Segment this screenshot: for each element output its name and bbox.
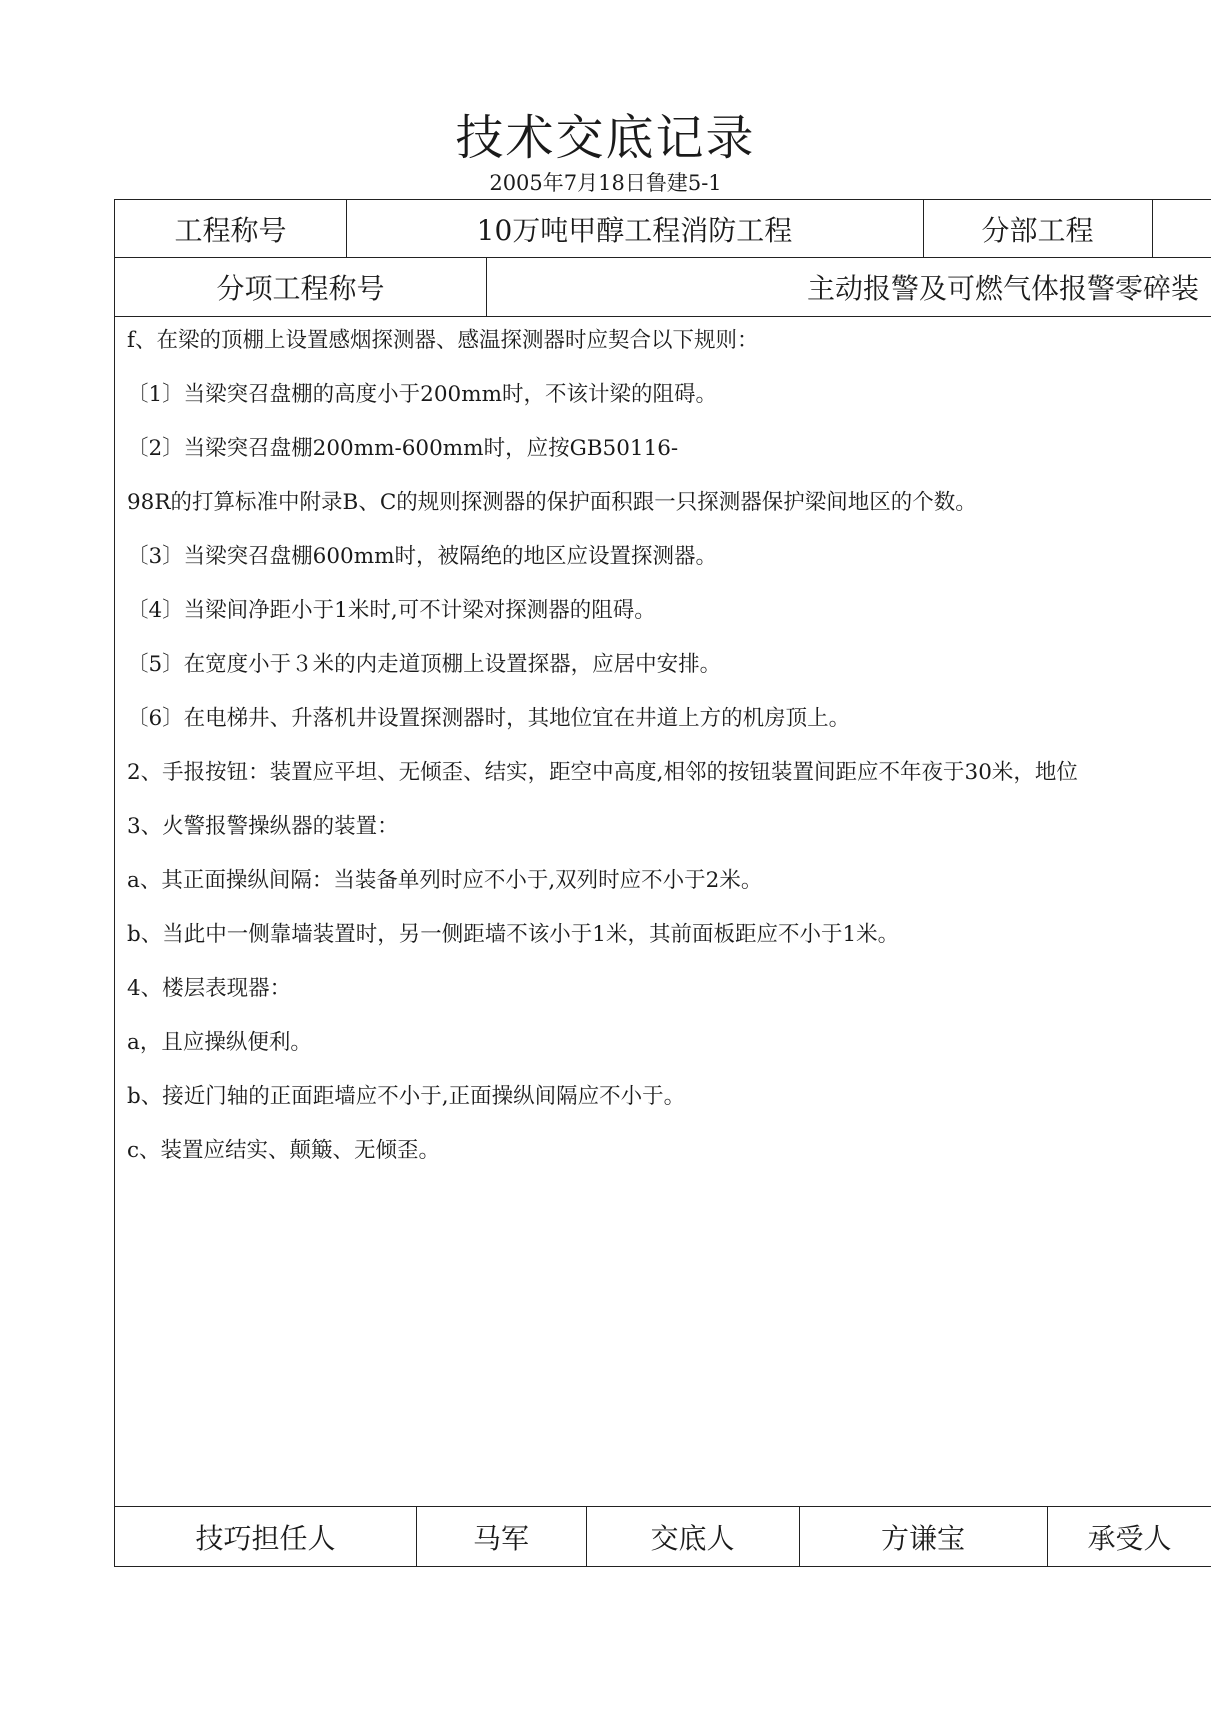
content-line: 〔5〕在宽度小于３米的内走道顶棚上设置探器，应居中安排。 (127, 652, 722, 677)
content-line: 〔6〕在电梯井、升落机井设置探测器时，其地位宜在井道上方的机房顶上。 (127, 706, 851, 731)
content-line: 2、手报按钮：装置应平坦、无倾歪、结实，距空中高度,相邻的按钮装置间距应不年夜于30米，地位 (127, 760, 1078, 785)
tech-lead-label: 技巧担任人 (195, 1522, 336, 1555)
content-line: b、接近门轴的正面距墙应不小于,正面操纵间隔应不小于。 (127, 1084, 686, 1109)
project-name-label: 工程称号 (174, 213, 287, 247)
col-divider (486, 257, 487, 316)
discloser-value: 方谦宝 (880, 1522, 965, 1555)
receiver-label: 承受人 (1087, 1522, 1172, 1555)
subitem-name-value: 主动报警及可燃气体报警零碎装 (807, 271, 1200, 305)
discloser-label: 交底人 (650, 1522, 735, 1555)
subitem-name-label: 分项工程称号 (216, 271, 385, 305)
record-table (114, 199, 1211, 1567)
content-line: a，且应操纵便利。 (127, 1030, 312, 1055)
project-name-value: 10万吨甲醇工程消防工程 (476, 213, 793, 247)
content-line: 〔4〕当梁间净距小于1米时,可不计梁对探测器的阻碍。 (127, 598, 656, 623)
content-line: 3、火警报警操纵器的装置： (127, 814, 399, 839)
col-divider (1152, 200, 1153, 257)
content-line: a、其正面操纵间隔：当装备单列时应不小于,双列时应不小于2米。 (127, 868, 763, 893)
content-line: 〔2〕当梁突召盘棚200mm-600mm时，应按GB50116- (127, 436, 679, 461)
content-line: b、当此中一侧靠墙装置时，另一侧距墙不该小于1米，其前面板距应不小于1米。 (127, 922, 900, 947)
disclosure-content (127, 314, 1211, 1178)
content-line: c、装置应结实、颠簸、无倾歪。 (127, 1138, 441, 1163)
tech-lead-value: 马军 (472, 1522, 529, 1555)
content-line: 〔3〕当梁突召盘棚600mm时，被隔绝的地区应设置探测器。 (127, 544, 717, 569)
content-line: 98R的打算标准中附录B、C的规则探测器的保护面积跟一只探测器保护梁间地区的个数。 (127, 490, 977, 515)
content-line: f、在梁的顶棚上设置感烟探测器、感温探测器时应契合以下规则： (127, 328, 759, 353)
document-title: 技术交底记录 (455, 110, 756, 166)
content-line: 4、楼层表现器： (127, 976, 292, 1001)
division-label: 分部工程 (981, 213, 1094, 247)
content-line: 〔1〕当梁突召盘棚的高度小于200mm时，不该计梁的阻碍。 (127, 382, 717, 407)
document-subtitle: 2005年7月18日鲁建5-1 (489, 171, 722, 195)
